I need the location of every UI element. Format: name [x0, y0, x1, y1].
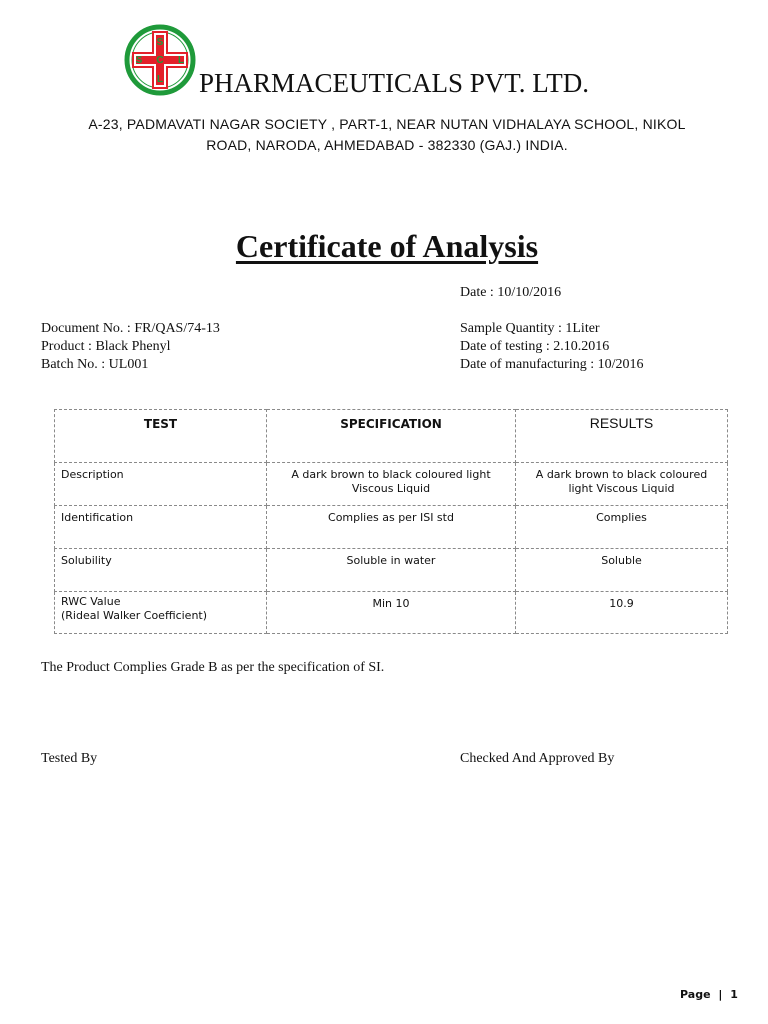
cell-specification: Complies as per ISI std — [267, 506, 516, 549]
cell-specification: A dark brown to black coloured light Viscous Liquid — [267, 463, 516, 506]
date-of-manufacturing-field: Date of manufacturing : 10/2016 — [460, 357, 644, 372]
logo-letter-c: C — [156, 55, 164, 66]
cell-test — [55, 592, 267, 634]
cell-result: Complies — [516, 506, 728, 549]
tested-by-label: Tested By — [41, 751, 98, 766]
table-row — [55, 592, 728, 634]
logo-letter-l: L — [177, 55, 185, 66]
sample-quantity-field: Sample Quantity : 1Liter — [460, 321, 600, 336]
rwc-description-label: (Rideal Walker Coefficient) — [61, 609, 208, 622]
cell-test: Description — [55, 463, 267, 506]
cell-specification: Soluble in water — [267, 549, 516, 592]
batch-no-field: Batch No. : UL001 — [41, 357, 149, 372]
company-name: PHARMACEUTICALS PVT. LTD. — [199, 68, 590, 98]
company-logo — [124, 24, 198, 96]
logo-letter-s: S — [156, 37, 164, 48]
checked-by-label: Checked And Approved By — [460, 751, 615, 766]
cell-test: Identification — [55, 506, 267, 549]
cell-result: 10.9 — [516, 592, 728, 634]
analysis-table — [54, 409, 728, 634]
cell-result: Soluble — [516, 549, 728, 592]
logo-letter-s2: S — [135, 55, 143, 66]
page-label: Page — [680, 988, 711, 1001]
header-specification: SPECIFICATION — [267, 410, 516, 463]
table-row — [55, 463, 728, 506]
document-title: Certificate of Analysis — [235, 228, 539, 264]
page-number: 1 — [730, 988, 738, 1001]
cell-result: A dark brown to black coloured light Viscous Liquid — [516, 463, 728, 506]
date-field: Date : 10/10/2016 — [460, 285, 562, 300]
cell-specification: Min 10 — [267, 592, 516, 634]
cell-test: Solubility — [55, 549, 267, 592]
page-footer — [680, 988, 738, 1001]
address-line-1: A-23, PADMAVATI NAGAR SOCIETY , PART-1, NEAR NUTAN VIDHALAYA SCHOOL, NIKOL — [88, 116, 686, 132]
logo-letter-l2: L — [156, 74, 164, 85]
table-row — [55, 549, 728, 592]
header-results: RESULTS — [516, 410, 728, 463]
rwc-value-label: RWC Value — [61, 595, 121, 608]
document-no-field: Document No. : FR/QAS/74-13 — [41, 321, 220, 336]
company-address — [40, 114, 734, 156]
header-test: TEST — [55, 410, 267, 463]
address-line-2: ROAD, NARODA, AHMEDABAD - 382330 (GAJ.) INDIA. — [206, 137, 568, 153]
page-separator: | — [718, 988, 723, 1001]
table-row — [55, 506, 728, 549]
table-header-row — [55, 410, 728, 463]
product-field: Product : Black Phenyl — [41, 339, 171, 354]
conclusion-statement: The Product Complies Grade B as per the specification of SI. — [41, 660, 385, 675]
date-of-testing-field: Date of testing : 2.10.2016 — [460, 339, 610, 354]
